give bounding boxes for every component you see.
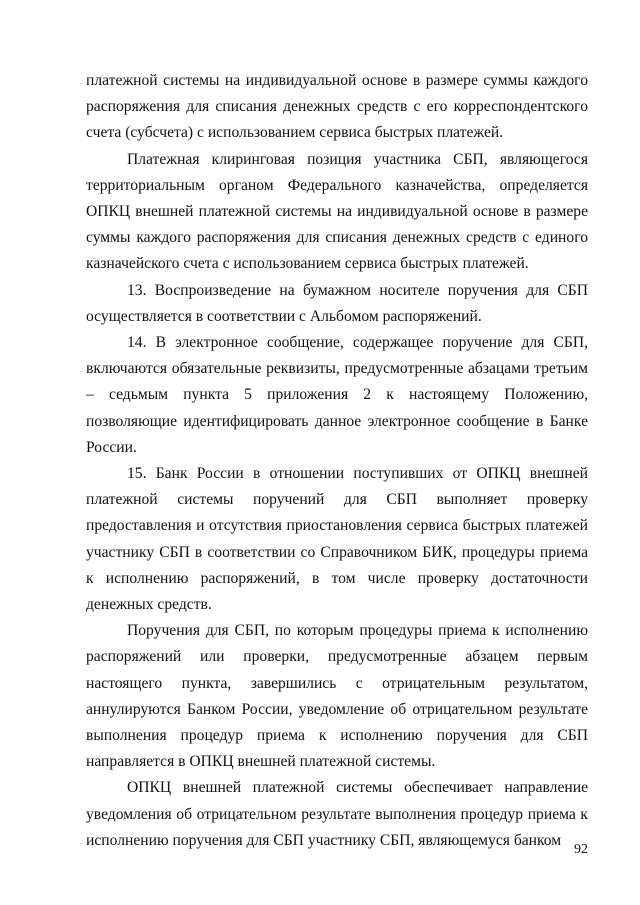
paragraph-continuation: платежной системы на индивидуальной основе в размере суммы каждого распоряжения для списания денежных средств с его корреспондентского счета (субсчета) с использованием сервиса быстрых платежей. [86, 72, 588, 142]
paragraph-item-14: 14. В электронное сообщение, содержащее поручение для СБП, включаются обязательные реквизиты, предусмотренные абзацами третьим – седьмым пункта 5 приложения 2 к настоящему Положению, позволяющие идентифицировать данное электронное сообщение в Банке России. [86, 334, 588, 456]
document-body [86, 68, 588, 854]
paragraph-notification: ОПКЦ внешней платежной системы обеспечивает направление уведомления об отрицательном результате выполнения процедур приема к исполнению поручения для СБП участнику СБП, являющемуся банком [86, 779, 588, 849]
page-number: 92 [574, 842, 588, 857]
paragraph-item-15: 15. Банк России в отношении поступивших от ОПКЦ внешней платежной системы поручений для СБП выполняет проверку предоставления и отсутствия приостановления сервиса быстрых платежей участнику СБП в соответствии со Справочником БИК, процедуры приема к исполнению распоряжений, в том числе проверку достаточности денежных средств. [86, 465, 588, 614]
paragraph-annulment: Поручения для СБП, по которым процедуры приема к исполнению распоряжений или проверки, предусмотренные абзацем первым настоящего пункта, завершились с отрицательным результатом, аннулируются Банком России, уведомление об отрицательном результате выполнения процедур приема к исполнению поручения для СБП направляется в ОПКЦ внешней платежной системы. [86, 622, 588, 771]
paragraph-item-13: 13. Воспроизведение на бумажном носителе поручения для СБП осуществляется в соответствии с Альбомом распоряжений. [86, 281, 588, 325]
paragraph-clearing-position: Платежная клиринговая позиция участника СБП, являющегося территориальным органом Федерального казначейства, определяется ОПКЦ внешней платежной системы на индивидуальной основе в размере суммы каждого распоряжения для списания денежных средств с единого казначейского счета с использованием сервиса быстрых платежей. [86, 150, 588, 273]
